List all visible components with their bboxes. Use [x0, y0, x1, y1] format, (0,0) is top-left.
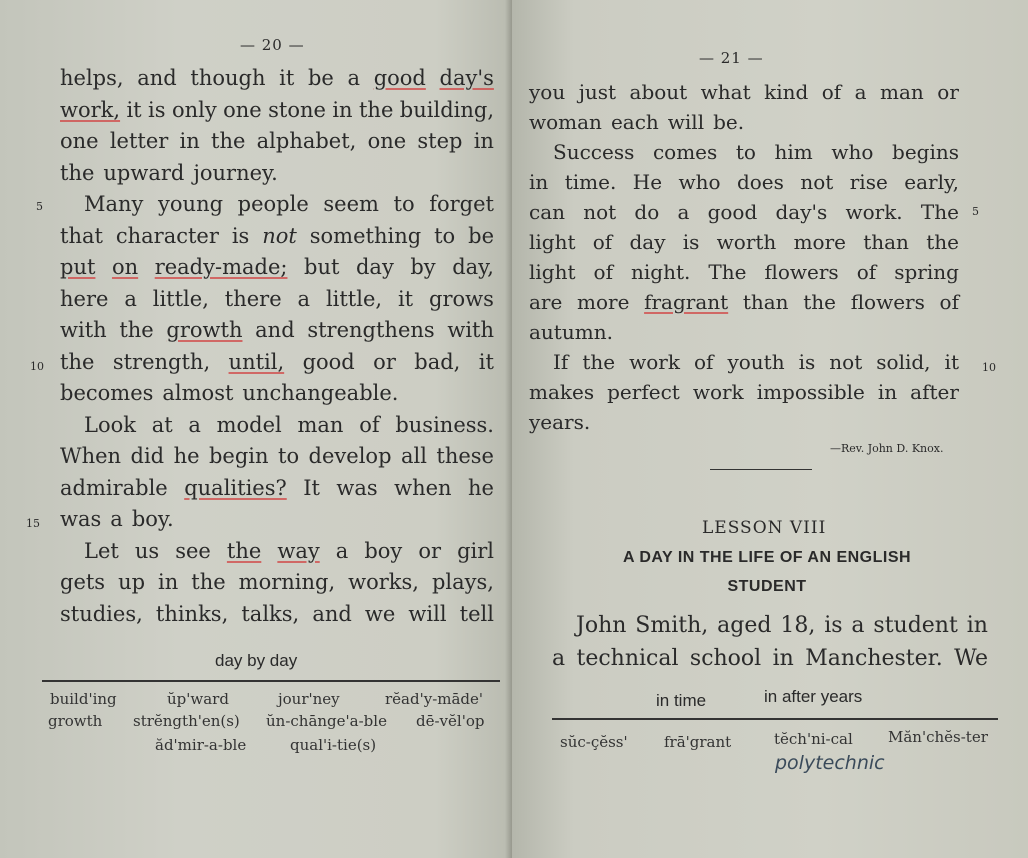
- lesson-title: A DAY IN THE LIFE OF AN ENGLISH: [622, 549, 912, 566]
- word: ready-made;: [154, 255, 288, 279]
- text-line: [60, 189, 494, 221]
- text-line: [529, 167, 959, 197]
- lesson-label: LESSON VIII: [702, 518, 827, 538]
- word: and: [137, 66, 177, 90]
- word: or: [418, 538, 442, 563]
- word: the: [60, 349, 95, 374]
- text-line: [60, 126, 494, 158]
- word: upward: [103, 160, 185, 185]
- word: he: [173, 444, 200, 468]
- vocab-word: ăd'mir-a-ble: [155, 736, 247, 754]
- text-line: [60, 441, 494, 473]
- word: be: [307, 66, 334, 90]
- word: that: [60, 223, 103, 248]
- line-number: 5: [972, 205, 979, 218]
- word: day's: [439, 66, 494, 90]
- left-page-body: [60, 63, 494, 630]
- word: technical: [576, 646, 679, 671]
- word: the: [226, 538, 262, 563]
- word: We: [954, 646, 988, 671]
- word: begins: [892, 140, 959, 164]
- word: when: [394, 475, 452, 500]
- text-line: [529, 257, 959, 287]
- word: Look: [84, 412, 136, 437]
- word: in: [966, 613, 988, 638]
- word: one: [367, 129, 407, 153]
- word: there: [224, 286, 282, 311]
- section-divider: [710, 469, 812, 470]
- word: be.: [713, 110, 745, 134]
- word: studies,: [60, 601, 143, 626]
- word: was: [336, 475, 378, 500]
- word: of: [693, 350, 714, 374]
- text-line: [60, 158, 494, 190]
- text-line: [60, 221, 494, 253]
- word: on: [111, 255, 139, 279]
- word: to: [735, 140, 756, 164]
- word: of: [359, 412, 380, 437]
- word: years.: [529, 410, 591, 434]
- key-phrase: in time: [656, 691, 707, 710]
- word: He: [632, 170, 663, 194]
- word: rise: [849, 170, 888, 194]
- right-page: [512, 0, 1028, 858]
- word: by: [410, 255, 436, 279]
- word: each: [610, 110, 659, 134]
- word: boy: [364, 538, 403, 563]
- word: the: [119, 318, 154, 342]
- word: will: [667, 110, 705, 134]
- word: to: [393, 192, 415, 216]
- divider: [42, 680, 500, 682]
- word: day's: [775, 200, 828, 224]
- word: man: [880, 80, 924, 104]
- word: one: [60, 129, 99, 153]
- word: helps,: [60, 66, 124, 90]
- text-line: [529, 407, 959, 437]
- word: and: [312, 601, 352, 626]
- word: gets: [60, 570, 106, 594]
- word: grows: [429, 286, 494, 311]
- attribution: —Rev. John D. Knox.: [830, 442, 944, 455]
- word: we: [364, 601, 396, 626]
- word: the: [60, 160, 95, 185]
- word: tell: [459, 601, 494, 626]
- text-line: [60, 284, 494, 316]
- word: Let: [84, 538, 119, 563]
- text-line: [60, 378, 494, 410]
- word: is: [798, 350, 816, 374]
- word: with: [60, 318, 107, 342]
- vocab-word: jour'ney: [278, 690, 340, 708]
- word: after: [910, 380, 959, 404]
- word: of: [592, 230, 613, 254]
- word: a: [124, 286, 137, 311]
- word: a: [677, 200, 690, 224]
- word: the: [803, 290, 837, 314]
- key-phrase: in after years: [764, 687, 863, 706]
- text-line: [529, 287, 959, 317]
- word: solid,: [876, 350, 931, 374]
- vocab-word: dē-vĕl'op: [416, 712, 485, 730]
- word: model: [216, 412, 282, 437]
- word: perfect: [607, 380, 680, 404]
- word: though: [190, 66, 266, 90]
- word: makes: [529, 380, 595, 404]
- word: did: [130, 444, 165, 468]
- word: not: [262, 223, 297, 248]
- word: Many: [84, 192, 144, 216]
- word: us: [134, 538, 160, 563]
- word: qualities?: [184, 475, 287, 500]
- word: who: [831, 140, 874, 164]
- word: in: [529, 170, 549, 194]
- word: good: [373, 66, 426, 90]
- word: not: [583, 200, 617, 224]
- word: unchangeable.: [242, 381, 399, 405]
- word: journey.: [193, 160, 278, 185]
- word: was: [60, 507, 102, 531]
- vocab-word: Măn'chĕs-ter: [888, 728, 988, 746]
- text-line: [529, 107, 959, 137]
- word: work: [692, 380, 744, 404]
- word: all: [400, 444, 427, 468]
- word: a: [552, 646, 566, 671]
- word: When: [60, 444, 122, 468]
- word: the: [582, 350, 616, 374]
- word: bad,: [414, 349, 461, 374]
- vocab-word: rĕad'y-māde': [385, 690, 484, 708]
- word: school: [689, 646, 762, 671]
- word: character: [115, 223, 219, 248]
- word: a: [851, 613, 865, 638]
- word: works,: [348, 570, 419, 594]
- lesson-title: STUDENT: [727, 578, 807, 595]
- word: light: [529, 230, 576, 254]
- vocab-word: qual'i-tie(s): [290, 736, 377, 754]
- word: more: [577, 290, 630, 314]
- word: of: [939, 290, 959, 314]
- word: with: [447, 318, 494, 342]
- word: Success: [553, 140, 635, 164]
- word: The: [920, 200, 959, 224]
- word: than: [742, 290, 789, 314]
- word: something: [309, 223, 422, 248]
- word: the: [211, 129, 246, 153]
- word: these: [436, 444, 494, 468]
- word: girl: [457, 538, 494, 563]
- text-line: [60, 599, 494, 631]
- word: the: [358, 97, 394, 122]
- word: admirable: [60, 475, 168, 500]
- text-line: [529, 347, 959, 377]
- word: put: [60, 255, 96, 279]
- word: in: [473, 129, 494, 153]
- word: night.: [631, 260, 691, 284]
- word: about: [629, 80, 688, 104]
- word: 18,: [780, 613, 816, 638]
- word: more: [793, 230, 846, 254]
- word: flowers: [764, 260, 839, 284]
- word: talks,: [241, 601, 300, 626]
- word: letter: [109, 129, 169, 153]
- word: becomes: [60, 381, 154, 405]
- word: strengthens: [307, 318, 435, 342]
- word: good: [707, 200, 758, 224]
- word: a: [188, 412, 201, 437]
- word: of: [856, 260, 877, 284]
- vocab-word: build'ing: [50, 690, 117, 708]
- line-number: 5: [36, 200, 43, 213]
- word: student: [873, 613, 958, 638]
- word: John: [576, 613, 627, 638]
- word: youth: [727, 350, 785, 374]
- word: at: [151, 412, 173, 437]
- word: it: [944, 350, 959, 374]
- word: will: [408, 601, 447, 626]
- word: a: [335, 538, 349, 563]
- word: you: [529, 80, 566, 104]
- word: fragrant: [644, 290, 729, 314]
- word: of: [821, 80, 842, 104]
- word: is: [824, 613, 843, 638]
- word: kind: [764, 80, 809, 104]
- text-line: [529, 77, 959, 107]
- vocab-word: tĕch'ni-cal: [774, 730, 853, 748]
- word: begin: [208, 444, 269, 468]
- word: seem: [323, 192, 379, 216]
- word: day,: [452, 255, 494, 279]
- word: in: [332, 97, 353, 122]
- word: autumn.: [529, 320, 613, 344]
- vocab-word: growth: [48, 712, 103, 730]
- text-line: [60, 504, 494, 536]
- word: just: [578, 80, 617, 104]
- page-number: — 21 —: [699, 49, 764, 67]
- word: people: [237, 192, 309, 216]
- word: day: [629, 230, 666, 254]
- word: do: [634, 200, 660, 224]
- text-line: [60, 347, 494, 379]
- word: flowers: [850, 290, 925, 314]
- word: than: [863, 230, 909, 254]
- text-line: [529, 137, 959, 167]
- vocab-word: frā'grant: [664, 733, 732, 751]
- text-line: [60, 252, 494, 284]
- word: to: [278, 444, 300, 468]
- word: a: [110, 507, 123, 531]
- word: light: [529, 260, 576, 284]
- word: him: [774, 140, 813, 164]
- word: and: [255, 318, 295, 342]
- word: are: [529, 290, 563, 314]
- word: it: [126, 97, 142, 122]
- word: boy.: [131, 507, 174, 531]
- word: morning,: [238, 570, 336, 594]
- word: here: [60, 286, 109, 311]
- word: forget: [429, 192, 494, 216]
- left-page: [0, 0, 512, 858]
- line-number: 15: [26, 517, 40, 530]
- word: is: [148, 97, 166, 122]
- word: work.: [845, 200, 903, 224]
- word: be: [468, 223, 494, 248]
- text-line: [60, 95, 494, 127]
- word: almost: [162, 381, 234, 405]
- word: or: [373, 349, 396, 374]
- word: time.: [564, 170, 617, 194]
- word: If: [553, 350, 569, 374]
- word: aged: [717, 613, 772, 638]
- line-number: 10: [30, 360, 44, 373]
- word: business.: [395, 412, 494, 437]
- word: work,: [60, 97, 121, 122]
- word: young: [158, 192, 224, 216]
- lesson-body: [552, 609, 988, 675]
- word: one: [223, 97, 262, 122]
- text-line: [552, 642, 988, 675]
- key-phrase: day by day: [215, 651, 298, 670]
- word: good: [302, 349, 355, 374]
- word: little,: [325, 286, 383, 311]
- word: spring: [894, 260, 959, 284]
- word: what: [700, 80, 751, 104]
- text-line: [60, 63, 494, 95]
- text-line: [60, 536, 494, 568]
- word: growth: [166, 318, 243, 342]
- word: step: [417, 129, 463, 153]
- word: the: [926, 230, 959, 254]
- word: comes: [652, 140, 718, 164]
- word: only: [171, 97, 217, 122]
- word: a: [347, 66, 361, 90]
- text-line: [529, 227, 959, 257]
- word: is: [231, 223, 250, 248]
- word: thinks,: [155, 601, 229, 626]
- word: worth: [716, 230, 777, 254]
- word: but: [304, 255, 340, 279]
- word: It: [303, 475, 320, 500]
- word: it: [397, 286, 414, 311]
- word: of: [593, 260, 613, 284]
- word: to: [434, 223, 456, 248]
- word: plays,: [431, 570, 494, 594]
- vocab-word: sŭc-çĕss': [560, 733, 628, 751]
- text-line: [60, 473, 494, 505]
- word: not: [829, 350, 863, 374]
- vocab-word: strĕngth'en(s): [133, 712, 240, 730]
- vocab-word: ŭp'ward: [167, 690, 229, 708]
- right-page-body: [529, 77, 959, 437]
- word: way: [277, 538, 320, 563]
- line-number: 10: [982, 361, 996, 374]
- text-line: [552, 609, 988, 642]
- word: alphabet,: [256, 129, 357, 153]
- text-line: [529, 377, 959, 407]
- word: does: [736, 170, 784, 194]
- word: woman: [529, 110, 602, 134]
- word: a: [854, 80, 867, 104]
- word: until,: [228, 349, 285, 374]
- handwritten-note: polytechnic: [775, 752, 885, 774]
- word: in: [877, 380, 898, 404]
- word: or: [937, 80, 959, 104]
- word: it: [478, 349, 494, 374]
- word: in: [179, 129, 200, 153]
- word: in: [158, 570, 179, 594]
- word: impossible: [756, 380, 865, 404]
- word: it: [279, 66, 295, 90]
- word: Manchester.: [805, 646, 943, 671]
- word: day: [355, 255, 394, 279]
- word: The: [708, 260, 747, 284]
- vocab-word: ŭn-chānge'a-ble: [266, 712, 387, 730]
- text-line: [60, 410, 494, 442]
- word: little,: [152, 286, 209, 311]
- word: man: [297, 412, 344, 437]
- word: is: [682, 230, 700, 254]
- word: see: [175, 538, 211, 563]
- text-line: [60, 315, 494, 347]
- word: who: [678, 170, 721, 194]
- word: up: [118, 570, 146, 594]
- divider: [552, 718, 998, 720]
- word: not: [800, 170, 834, 194]
- word: work: [629, 350, 680, 374]
- text-line: [529, 197, 959, 227]
- word: develop: [308, 444, 392, 468]
- word: a: [297, 286, 311, 311]
- text-line: [60, 567, 494, 599]
- word: strength,: [112, 349, 211, 374]
- text-line: [529, 317, 959, 347]
- word: early,: [904, 170, 959, 194]
- page-number: — 20 —: [240, 36, 305, 54]
- word: the: [191, 570, 226, 594]
- word: can: [529, 200, 566, 224]
- word: Smith,: [635, 613, 709, 638]
- word: stone: [268, 97, 326, 122]
- word: in: [772, 646, 794, 671]
- word: building,: [399, 97, 494, 122]
- word: he: [468, 475, 494, 500]
